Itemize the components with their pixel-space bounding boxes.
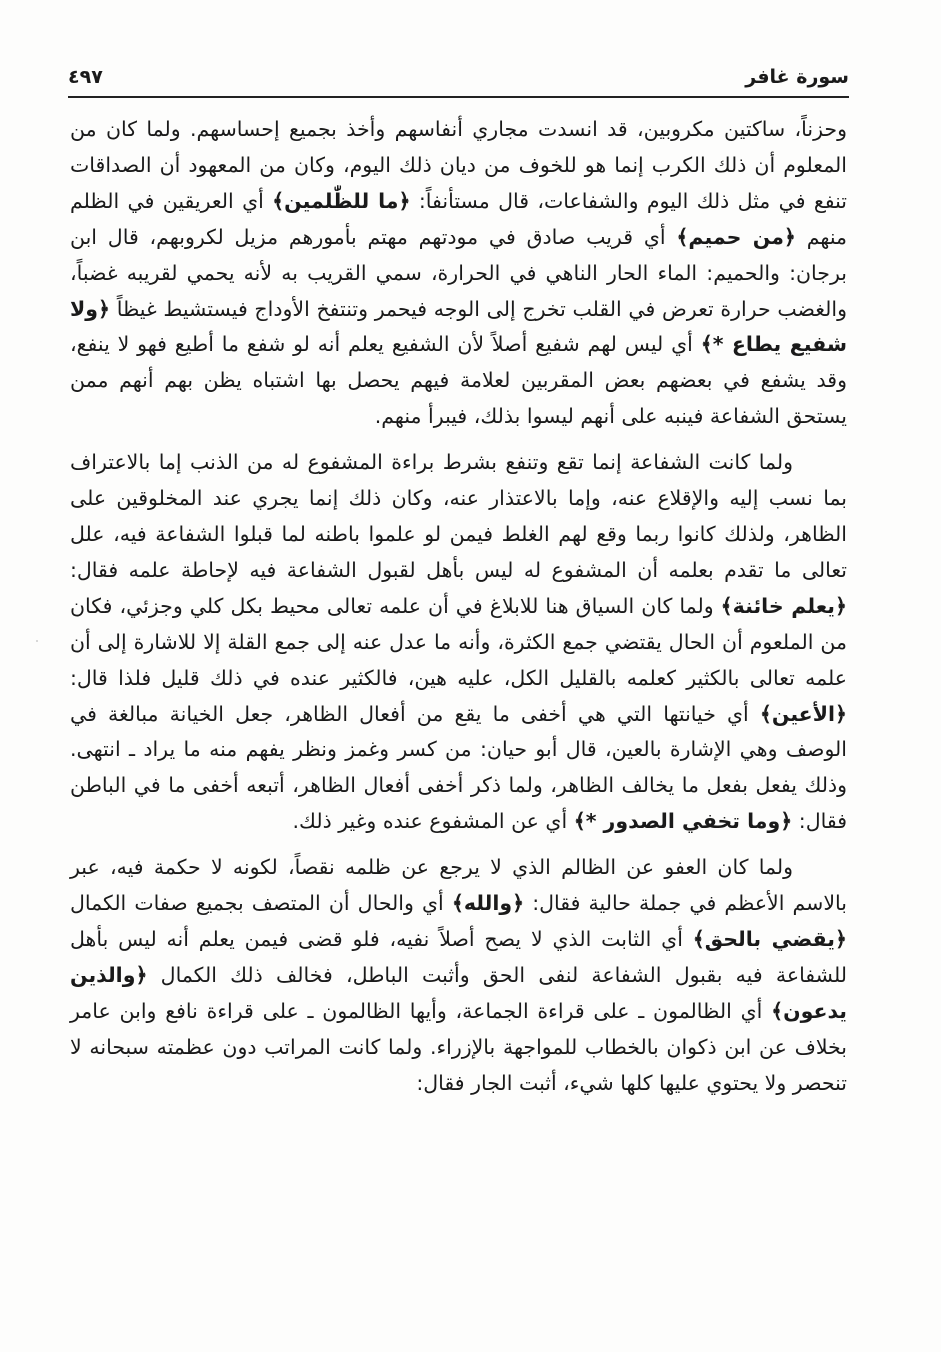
- text-run: ولما كان السياق هنا للابلاغ في أن علمه تعالى محيط بكل كلي وجزئي، فكان من الملعوم أن الحال يقتضي جمع الكثرة، وأنه ما عدل عنه إلى جمع القلة إلا للاشارة إلى أن علمه تعالى بالكثير كعلمه بالقليل الكل، عليه هين، فالكثير عنده في ذلك قليل فلذا قال:: [70, 593, 847, 690]
- paragraph-1: [70, 112, 847, 435]
- text-run: أي قريب صادق في مودتهم مهتم بأمورهم مزيل لكروبهم، قال ابن برجان: والحميم: الماء الحار الناهي في الحرارة، سمي القريب به لأنه يحمي لقريبه غضباً، والغضب حرارة تعرض في القلب تخرج إلى الوجه فيحمر وتنتفخ الأوداج فيستشيط غيظاً: [70, 224, 847, 321]
- text-run: أي الظالمون ـ على قراءة الجماعة، وأيها الظالمون ـ على قراءة نافع وابن عامر بخلاف عن ابن ذكوان بالخطاب للمواجهة بالإزراء. ولما كانت المراتب دون عظمته سبحانه لا تنحصر ولا يحتوي عليها كلها شيء، أثبت الجار فقال:: [70, 998, 847, 1095]
- paragraph-3: [70, 850, 847, 1101]
- text-run: أي عن المشفوع عنده وغير ذلك.: [292, 809, 574, 834]
- quran-verse: ﴿الأعين﴾: [759, 701, 847, 726]
- quran-verse: ﴿يعلم خائنة﴾: [720, 593, 847, 618]
- surah-title: سورة غافر: [745, 66, 849, 88]
- scan-artifact: [36, 640, 38, 642]
- quran-verse: ﴿والذين يدعون﴾: [70, 962, 847, 1023]
- commentary-body: [70, 112, 847, 1101]
- text-run: أي خيانتها التي هي أخفى ما يقع من أفعال الظاهر، جعل الخيانة مبالغة في الوصف وهي الإشارة بالعين، قال أبو حيان: من كسر وغمز ونظر يفهم منه ما يراد ـ انتهى. وذلك يفعل بفعل ما يخالف الظاهر، ولما ذكر أخفى أفعال الظاهر، أتبعه أخفى ما في الباطن فقال:: [70, 701, 847, 834]
- quran-verse: ﴿من حميم﴾: [676, 224, 796, 249]
- page-header: [68, 58, 849, 88]
- quran-verse: ﴿يقضي بالحق﴾: [692, 926, 847, 951]
- text-run: ولما كان العفو عن الظالم الذي لا يرجع عن ظلمه نقصاً، لكونه لا حكمة فيه، عبر بالاسم الأعظم في جملة حالية فقال:: [70, 855, 847, 916]
- text-run: أي ليس لهم شفيع أصلاً لأن الشفيع يعلم أنه لو شفع ما أطيع فهو لا ينفع، وقد يشفع في بعضهم بعض المقربين لعلامة فيهم يحصل بها اشتباه يظن بهم أنهم ممن يستحق الشفاعة فينبه على أنهم ليسوا بذلك، فيبرأ منهم.: [70, 332, 847, 429]
- quran-verse: ﴿ولا شفيع يطاع *﴾: [70, 296, 847, 357]
- text-run: أي والحال أن المتصف بجميع صفات الكمال: [70, 891, 452, 916]
- page-number: ٤٩٧: [68, 66, 103, 88]
- header-divider: [68, 96, 849, 98]
- text-run: أي العريقين في الظلم منهم: [70, 188, 847, 249]
- text-run: وحزناً، ساكتين مكروبين، قد انسدت مجاري أنفاسهم وأخذ بجميع إحساسهم. ولما كان من المعلوم أن ذلك الكرب إنما هو للخوف من ديان ذلك اليوم، وكان من المعهود أن الصداقات تنفع في مثل ذلك اليوم والشفاعات، قال مستأنفاً:: [70, 117, 848, 213]
- quran-verse: ﴿ما للظّٰلمين﴾: [272, 188, 411, 213]
- text-run: أي الثابت الذي لا يصح أصلاً نفيه، فلو قضى فيمن يعلم أنه ليس بأهل للشفاعة فيه بقبول الشفاعة لنفى الحق وأثبت الباطل، فخالف ذلك الكمال: [70, 926, 847, 987]
- quran-verse: ﴿والله﴾: [451, 891, 525, 916]
- quran-verse: ﴿وما تخفي الصدور *﴾: [573, 809, 793, 834]
- text-run: ولما كانت الشفاعة إنما تقع وتنفع بشرط براءة المشفوع له من الذنب إما بالاعتراف بما نسب إليه والإقلاع عنه، وإما بالاعتذار عنه، وكان ذلك إنما يجري عند المخلوقين على الظاهر، ولذلك كانوا ربما وقع لهم الغلط فيمن لو علموا باطنه لما قبلوا الشفاعة فيه، علل تعالى ما تقدم بعلمه أن المشفوع له ليس بأهل لقبول الشفاعة فيه لإحاطة علمه فقال:: [70, 450, 847, 582]
- paragraph-2: [70, 445, 847, 840]
